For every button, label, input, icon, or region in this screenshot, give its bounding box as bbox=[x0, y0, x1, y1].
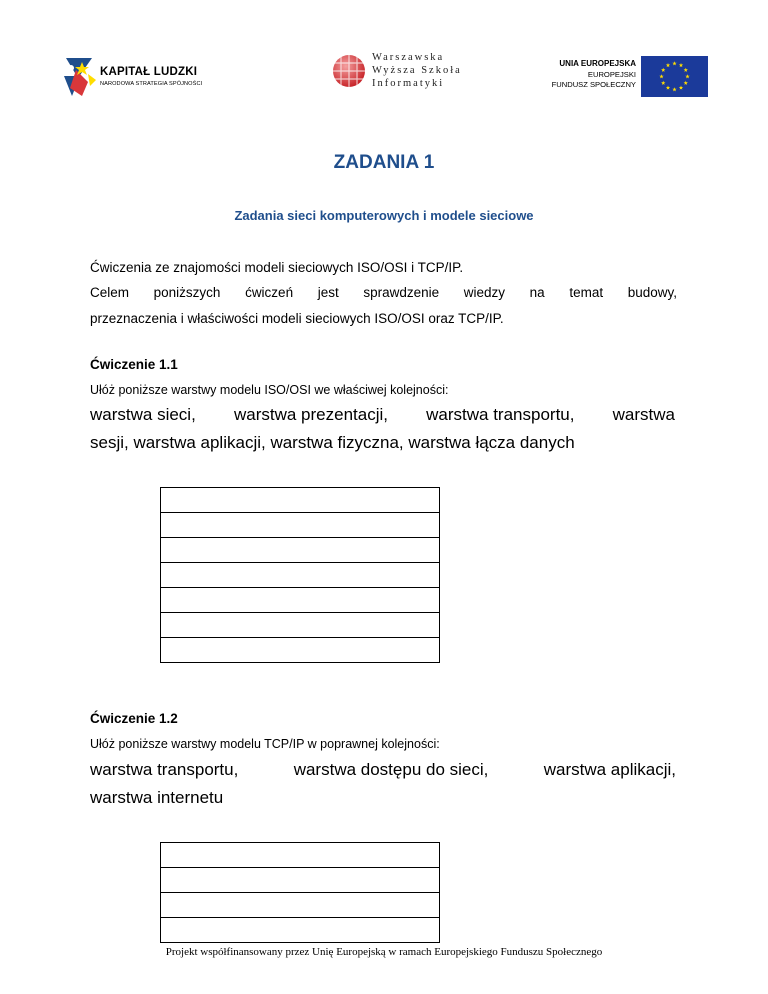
intro-word: poniższych bbox=[153, 285, 221, 300]
intro-word: ćwiczeń bbox=[245, 285, 294, 300]
eu-fund-label-2: FUNDUSZ SPOŁECZNY bbox=[551, 80, 636, 89]
answer-row[interactable] bbox=[161, 613, 439, 638]
intro-word: jest bbox=[317, 285, 339, 300]
intro-word: sprawdzenie bbox=[363, 285, 440, 300]
answer-row[interactable] bbox=[161, 513, 439, 538]
answer-row[interactable] bbox=[161, 918, 439, 942]
answer-row[interactable] bbox=[161, 843, 439, 868]
answer-row[interactable] bbox=[161, 893, 439, 918]
exercise-1-2-answer-table bbox=[160, 842, 440, 943]
eu-fund-label-1: EUROPEJSKI bbox=[587, 69, 636, 79]
page-title: ZADANIA 1 bbox=[333, 152, 435, 173]
wwsi-name-line3: Informatyki bbox=[372, 78, 445, 89]
layer-item: warstwa dostępu do sieci, bbox=[293, 760, 489, 779]
page-subtitle: Zadania sieci komputerowych i modele sieciowe bbox=[234, 208, 534, 223]
answer-row[interactable] bbox=[161, 538, 439, 563]
exercise-1-1-heading: Ćwiczenie 1.1 bbox=[90, 357, 178, 372]
layer-item: warstwa bbox=[612, 405, 675, 424]
footer-note: Projekt współfinansowany przez Unię Europejską w ramach Europejskiego Funduszu Społecznego bbox=[165, 946, 603, 958]
kapital-ludzki-subtitle: NARODOWA STRATEGIA SPÓJNOŚCI bbox=[100, 81, 203, 87]
exercise-1-1-answer-table bbox=[160, 487, 440, 663]
wwsi-name-line1: Warszawska bbox=[372, 52, 445, 63]
exercise-1-1-layers-line-2: sesji, warstwa aplikacji, warstwa fizyczna, warstwa łącza danych bbox=[90, 433, 575, 452]
exercise-1-2-instruction: Ułóż poniższe warstwy modelu TCP/IP w poprawnej kolejności: bbox=[90, 737, 440, 751]
layer-item: warstwa aplikacji, bbox=[543, 760, 676, 779]
intro-word: temat bbox=[569, 285, 604, 300]
eu-flag-icon bbox=[641, 56, 708, 97]
answer-row[interactable] bbox=[161, 588, 439, 613]
intro-line-3: przeznaczenia i właściwości modeli sieciowych ISO/OSI oraz TCP/IP. bbox=[90, 311, 504, 326]
exercise-1-1-layers-line-1 bbox=[90, 405, 675, 425]
intro-word: wiedzy bbox=[463, 285, 506, 300]
exercise-1-1-instruction: Ułóż poniższe warstwy modelu ISO/OSI we właściwej kolejności: bbox=[90, 383, 449, 397]
wwsi-sphere-icon bbox=[332, 54, 366, 88]
layer-item: warstwa transportu, bbox=[426, 405, 575, 424]
kapital-ludzki-title: KAPITAŁ LUDZKI bbox=[100, 66, 198, 78]
intro-word: Celem bbox=[90, 285, 130, 300]
intro-line-1: Ćwiczenia ze znajomości modeli sieciowych ISO/OSI i TCP/IP. bbox=[90, 260, 464, 275]
layer-item: warstwa prezentacji, bbox=[233, 405, 388, 424]
intro-line-2 bbox=[90, 285, 677, 300]
exercise-1-2-layers-line-2: warstwa internetu bbox=[90, 788, 224, 807]
answer-row[interactable] bbox=[161, 488, 439, 513]
answer-row[interactable] bbox=[161, 563, 439, 588]
eu-union-label: UNIA EUROPEJSKA bbox=[559, 59, 636, 68]
intro-word: na bbox=[529, 285, 545, 300]
eu-flag bbox=[641, 56, 708, 97]
kapital-ludzki-emblem-icon bbox=[62, 56, 98, 98]
wwsi-name-line2: Wyższa Szkoła bbox=[372, 65, 462, 76]
answer-row[interactable] bbox=[161, 868, 439, 893]
exercise-1-2-layers-line-1 bbox=[90, 760, 676, 780]
eu-fund-text bbox=[552, 59, 636, 91]
layer-item: warstwa sieci, bbox=[90, 405, 196, 424]
layer-item: warstwa transportu, bbox=[90, 760, 239, 779]
intro-word: budowy, bbox=[627, 285, 677, 300]
answer-row[interactable] bbox=[161, 638, 439, 662]
exercise-1-2-heading: Ćwiczenie 1.2 bbox=[90, 711, 178, 726]
